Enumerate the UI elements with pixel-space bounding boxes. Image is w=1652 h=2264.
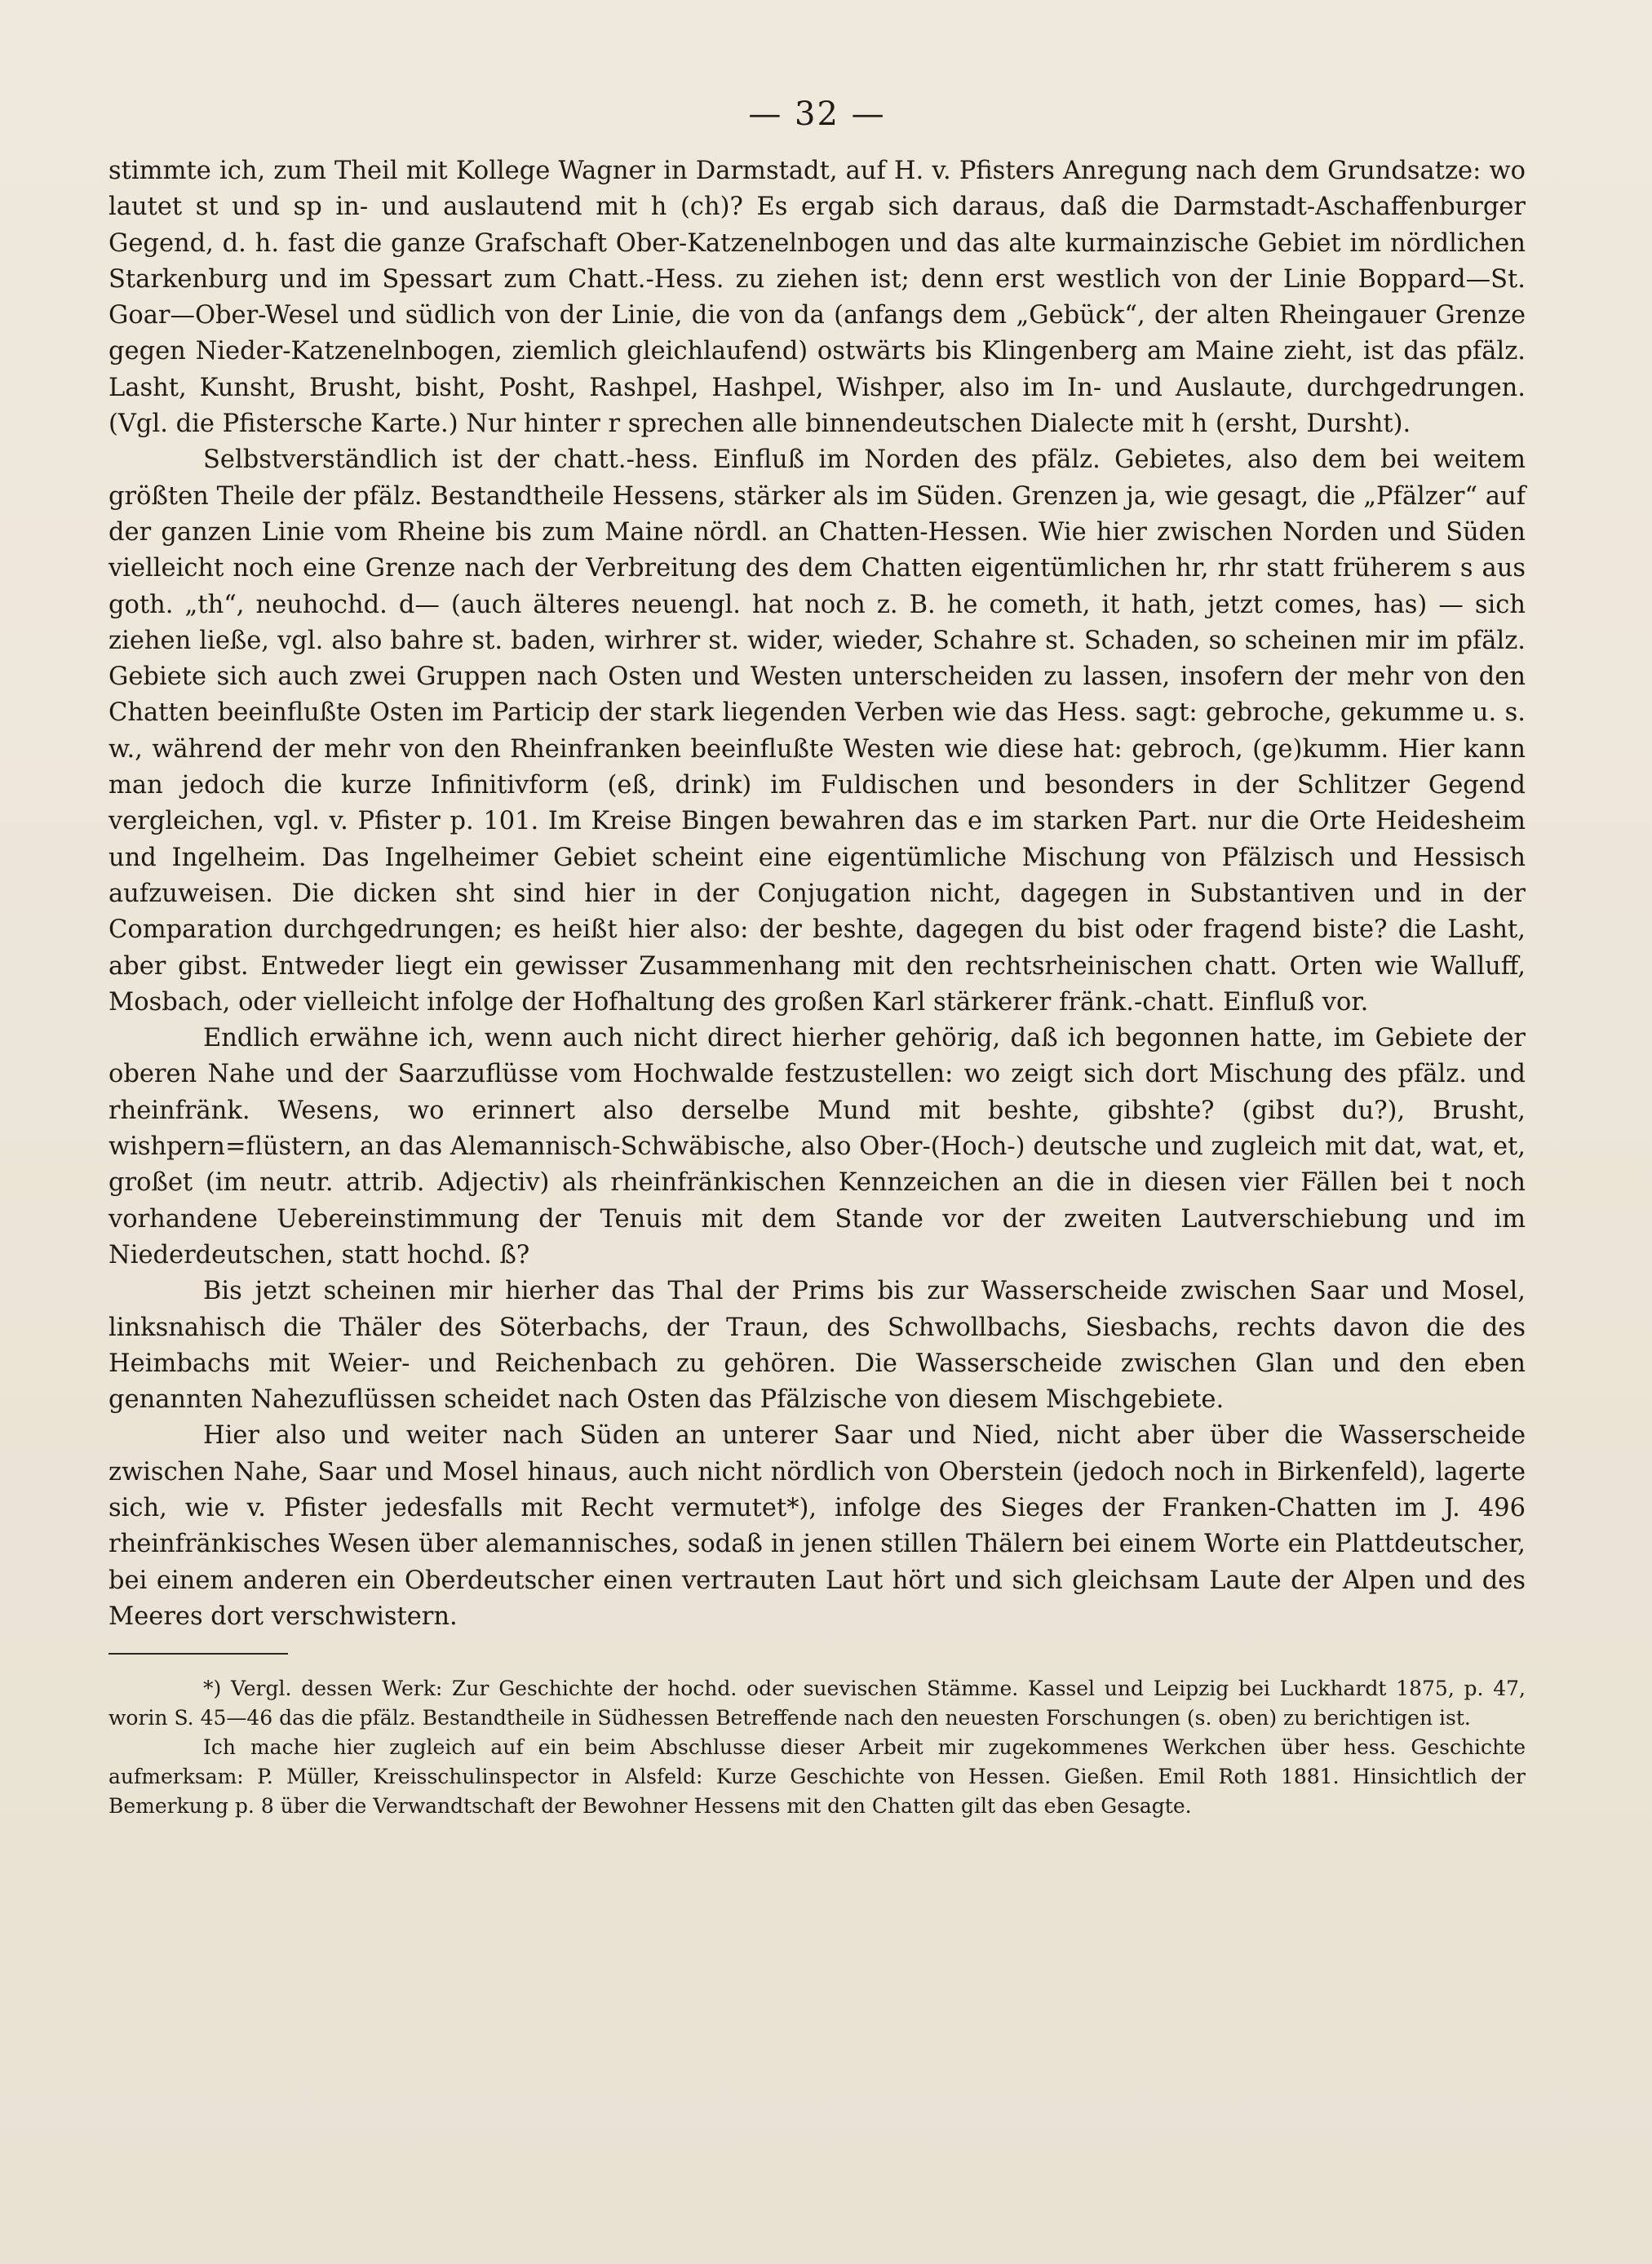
- paragraph-1: stimmte ich, zum Theil mit Kollege Wagner in Darmstadt, auf H. v. Pfisters Anregung nach dem Grundsatze: wo lautet st und sp in- und auslautend mit h (ch)? Es ergab sich daraus, daß die Darmstadt-Aschaffenburger Gegend, d. h. fast die ganze Grafschaft Ober-Katzenelnbogen und das alte kurmainzische Gebiet im nördlichen Starkenburg und im Spessart zum Chatt.-Hess. zu ziehen ist; denn erst westlich von der Linie Boppard—St. Goar—Ober-Wesel und südlich von der Linie, die von da (anfangs dem „Gebück“, der alten Rheingauer Grenze gegen Nieder-Katzenelnbogen, ziemlich gleichlaufend) ostwärts bis Klingenberg am Maine zieht, ist das pfälz. Lasht, Kunsht, Brusht, bisht, Posht, Rashpel, Hashpel, Wishper, also im In- und Auslaute, durchgedrungen. (Vgl. die Pfistersche Karte.) Nur hinter r sprechen alle binnendeutschen Dialecte mit h (ersht, Dursht).: [109, 157, 1526, 439]
- body-text: [109, 153, 1526, 1635]
- footnotes: [109, 1674, 1526, 1821]
- footnote-1: *) Vergl. dessen Werk: Zur Geschichte der hochd. oder suevischen Stämme. Kassel und Leipzig bei Luckhardt 1875, p. 47, worin S. 45—46 das die pfälz. Bestandtheile in Südhessen Betreffende nach den neuesten Forschungen (s. oben) zu berichtigen ist.: [109, 1677, 1526, 1730]
- footnote-2: Ich mache hier zugleich auf ein beim Abschlusse dieser Arbeit mir zugekommenes Werkchen über hess. Geschichte aufmerksam: P. Müller, Kreisschulinspector in Alsfeld: Kurze Geschichte von Hessen. Gießen. Emil Roth 1881. Hinsichtlich der Bemerkung p. 8 über die Verwandtschaft der Bewohner Hessens mit den Chatten gilt das eben Gesagte.: [109, 1735, 1526, 1819]
- paragraph-4: Bis jetzt scheinen mir hierher das Thal der Prims bis zur Wasserscheide zwischen Saar und Mosel, linksnahisch die Thäler des Söterbachs, der Traun, des Schwollbachs, Siesbachs, rechts davon die des Heimbachs mit Weier- und Reichenbach zu gehören. Die Wasserscheide zwischen Glan und den eben genannten Nahezuflüssen scheidet nach Osten das Pfälzische von diesem Mischgebiete.: [109, 1277, 1526, 1415]
- paragraph-2: Selbstverständlich ist der chatt.-hess. Einfluß im Norden des pfälz. Gebietes, also dem bei weitem größten Theile der pfälz. Bestandtheile Hessens, stärker als im Süden. Grenzen ja, wie gesagt, die „Pfälzer“ auf der ganzen Linie vom Rheine bis zum Maine nördl. an Chatten-Hessen. Wie hier zwischen Norden und Süden vielleicht noch eine Grenze nach der Verbreitung des dem Chatten eigentümlichen hr, rhr statt früherem s aus goth. „th“, neuhochd. d— (auch älteres neuengl. hat noch z. B. he cometh, it hath, jetzt comes, has) — sich ziehen ließe, vgl. also bahre st. baden, wirhrer st. wider, wieder, Schahre st. Schaden, so scheinen mir im pfälz. Gebiete sich auch zwei Gruppen nach Osten und Westen unterscheiden zu lassen, insofern der mehr von den Chatten beeinflußte Osten im Particip der stark liegenden Verben wie das Hess. sagt: gebroche, gekumme u. s. w., während der mehr von den Rheinfranken beeinflußte Westen wie diese hat: gebroch, (ge)kumm. Hier kann man jedoch die kurze Infinitivform (eß, drink) im Fuldischen und besonders in der Schlitzer Gegend vergleichen, vgl. v. Pfister p. 101. Im Kreise Bingen bewahren das e im starken Part. nur die Orte Heidesheim und Ingelheim. Das Ingelheimer Gebiet scheint eine eigentümliche Mischung von Pfälzisch und Hessisch aufzuweisen. Die dicken sht sind hier in der Conjugation nicht, dagegen in Substantiven und in der Comparation durchgedrungen; es heißt hier also: der beshte, dagegen du bist oder fragend biste? die Lasht, aber gibst. Entweder liegt ein gewisser Zusammenhang mit den rechtsrheinischen chatt. Orten wie Walluff, Mosbach, oder vielleicht infolge der Hofhaltung des großen Karl stärkerer fränk.-chatt. Einfluß vor.: [109, 445, 1526, 1017]
- paragraph-3: Endlich erwähne ich, wenn auch nicht direct hierher gehörig, daß ich begonnen hatte, im Gebiete der oberen Nahe und der Saarzuflüsse vom Hochwalde festzustellen: wo zeigt sich dort Mischung des pfälz. und rheinfränk. Wesens, wo erinnert also derselbe Mund mit beshte, gibshte? (gibst du?), Brusht, wishpern=flüstern, an das Alemannisch-Schwäbische, also Ober-(Hoch-) deutsche und zugleich mit dat, wat, et, großet (im neutr. attrib. Adjectiv) als rheinfränkischen Kennzeichen an die in diesen vier Fällen bei t noch vorhandene Uebereinstimmung der Tenuis mit dem Stande vor der zweiten Lautverschiebung und im Niederdeutschen, statt hochd. ß?: [109, 1024, 1526, 1269]
- paragraph-5: Hier also und weiter nach Süden an unterer Saar und Nied, nicht aber über die Wasserscheide zwischen Nahe, Saar und Mosel hinaus, auch nicht nördlich von Oberstein (jedoch noch in Birkenfeld), lagerte sich, wie v. Pfister jedesfalls mit Recht vermutet*), infolge des Sieges der Franken-Chatten im J. 496 rheinfränkisches Wesen über alemannisches, sodaß in jenen stillen Thälern bei einem Worte ein Plattdeutscher, bei einem anderen ein Oberdeutscher einen vertrauten Laut hört und sich gleichsam Laute der Alpen und des Meeres dort verschwistern.: [109, 1421, 1526, 1631]
- footnote-divider: [109, 1653, 288, 1655]
- page-number: — 32 —: [748, 95, 886, 133]
